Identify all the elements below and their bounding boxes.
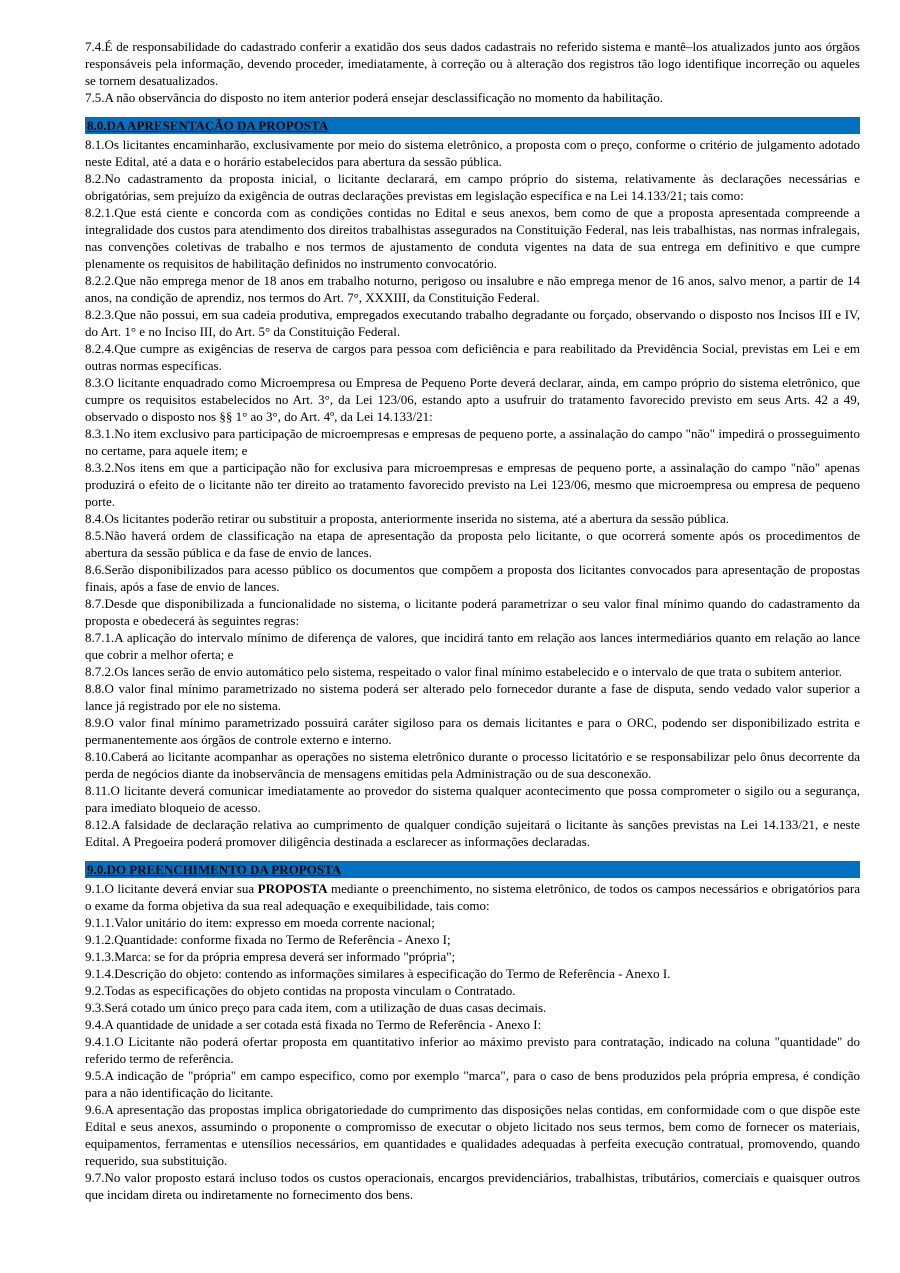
clause-8-1: 8.1.Os licitantes encaminharão, exclusivamente por meio do sistema eletrônico, a proposta com o preço, conforme o critério de julgamento adotado neste Edital, até a data e o horário estabelecidos para abertura da sessão pública. xyxy=(85,137,860,169)
clause-8-2: 8.2.No cadastramento da proposta inicial, o licitante declarará, em campo próprio do sistema, relativamente às declarações necessárias e obrigatórias, sem prejuízo da exigência de outras declarações previstas em legislação específica e na Lei 14.133/21; tais como: xyxy=(85,171,860,203)
clause-8-5: 8.5.Não haverá ordem de classificação na etapa de apresentação da proposta pelo licitante, o que ocorrerá somente após os procedimentos de abertura da sessão pública e da fase de envio de lances. xyxy=(85,528,860,560)
clause-9-1-4: 9.1.4.Descrição do objeto: contendo as informações similares à especificação do Termo de Referência - Anexo I. xyxy=(85,966,671,981)
clause-7-5: 7.5.A não observância do disposto no item anterior poderá ensejar desclassificação no momento da habilitação. xyxy=(85,90,663,105)
clause-8-11: 8.11.O licitante deverá comunicar imediatamente ao provedor do sistema qualquer acontecimento que possa comprometer o sigilo ou a segurança, para imediato bloqueio de acesso. xyxy=(85,783,860,815)
clause-8-2-4: 8.2.4.Que cumpre as exigências de reserva de cargos para pessoa com deficiência e para reabilitado da Previdência Social, previstas em Lei e em outras normas específicas. xyxy=(85,341,860,373)
clause-8-7-2: 8.7.2.Os lances serão de envio automático pelo sistema, respeitado o valor final mínimo estabelecido e o intervalo de que trata o subitem anterior. xyxy=(85,664,843,679)
section-heading-9-0: 9.0.DO PREENCHIMENTO DA PROPOSTA xyxy=(85,861,860,878)
clause-8-10: 8.10.Caberá ao licitante acompanhar as operações no sistema eletrônico durante o processo licitatório e se responsabilizar pelo ônus decorrente da perda de negócios diante da inobservância de mensagens emitidas pela Administração ou de sua desconexão. xyxy=(85,749,860,781)
document-body xyxy=(85,38,860,1203)
clause-9-1-bold-word: PROPOSTA xyxy=(257,881,328,896)
clause-8-8: 8.8.O valor final mínimo parametrizado no sistema poderá ser alterado pelo fornecedor durante a fase de disputa, sendo vedado valor superior a lance já registrado por ele no sistema. xyxy=(85,681,860,713)
clause-8-2-1: 8.2.1.Que está ciente e concorda com as condições contidas no Edital e seus anexos, bem como de que a proposta apresentada compreende a integralidade dos custos para atendimento dos direitos trabalhistas assegurados na Constituição Federal, nas leis trabalhistas, nas normas infralegais, nas convenções coletivas de trabalho e nos termos de ajustamento de conduta vigentes na data de sua entrega em definitivo e que cumpre plenamente os requisitos de habilitação definidos no instrumento convocatório. xyxy=(85,205,860,271)
clause-8-6: 8.6.Serão disponibilizados para acesso público os documentos que compõem a proposta dos licitantes convocados para apresentação de propostas finais, após a fase de envio de lances. xyxy=(85,562,860,594)
clause-8-7: 8.7.Desde que disponibilizada a funcionalidade no sistema, o licitante poderá parametrizar o seu valor final mínimo quando do cadastramento da proposta e obedecerá às seguintes regras: xyxy=(85,596,860,628)
clause-8-4: 8.4.Os licitantes poderão retirar ou substituir a proposta, anteriormente inserida no sistema, até a abertura da sessão pública. xyxy=(85,511,730,526)
section-heading-8-0: 8.0.DA APRESENTAÇÃO DA PROPOSTA xyxy=(85,117,860,134)
clause-8-12: 8.12.A falsidade de declaração relativa ao cumprimento de qualquer condição sujeitará o licitante às sanções previstas na Lei 14.133/21, e neste Edital. A Pregoeira poderá promover diligência destinada a esclarecer as informações declaradas. xyxy=(85,817,860,849)
clause-8-3-1: 8.3.1.No item exclusivo para participação de microempresas e empresas de pequeno porte, a assinalação do campo "não" impedirá o prosseguimento no certame, para aquele item; e xyxy=(85,426,860,458)
clause-9-1-3: 9.1.3.Marca: se for da própria empresa deverá ser informado "própria"; xyxy=(85,949,456,964)
clause-9-6: 9.6.A apresentação das propostas implica obrigatoriedade do cumprimento das disposições nelas contidas, em conformidade com o que dispõe este Edital e seus anexos, assumindo o proponente o compromisso de executar o objeto licitado nos seus termos, bem como de fornecer os materiais, equipamentos, ferramentas e utensílios necessários, em quantidades e qualidades adequadas à perfeita execução contratual, promovendo, quando requerido, sua substituição. xyxy=(85,1102,860,1168)
clause-7-4: 7.4.É de responsabilidade do cadastrado conferir a exatidão dos seus dados cadastrais no referido sistema e mantê–los atualizados junto aos órgãos responsáveis pela informação, devendo proceder, imediatamente, à correção ou à alteração dos registros tão logo identifique incorreção ou aqueles se tornem desatualizados. xyxy=(85,39,860,88)
clause-9-4-1: 9.4.1.O Licitante não poderá ofertar proposta em quantitativo inferior ao máximo previsto para contratação, indicado na coluna "quantidade" do referido termo de referência. xyxy=(85,1034,860,1066)
clause-8-3: 8.3.O licitante enquadrado como Microempresa ou Empresa de Pequeno Porte deverá declarar, ainda, em campo próprio do sistema eletrônico, que cumpre os requisitos estabelecidos no Art. 3°, da Lei 123/06, estando apto a usufruir do tratamento favorecido previsto em seus Arts. 42 a 49, observado o disposto nos §§ 1° ao 3°, do Art. 4º, da Lei 14.133/21: xyxy=(85,375,860,424)
clause-8-3-2: 8.3.2.Nos itens em que a participação não for exclusiva para microempresas e empresas de pequeno porte, a assinalação do campo "não" apenas produzirá o efeito de o licitante não ter direito ao tratamento favorecido previsto na Lei 123/06, mesmo que microempresa ou empresa de pequeno porte. xyxy=(85,460,860,509)
clause-9-1-2: 9.1.2.Quantidade: conforme fixada no Termo de Referência - Anexo I; xyxy=(85,932,451,947)
clause-8-7-1: 8.7.1.A aplicação do intervalo mínimo de diferença de valores, que incidirá tanto em relação aos lances intermediários quanto em relação ao lance que cobrir a melhor oferta; e xyxy=(85,630,860,662)
clause-9-2: 9.2.Todas as especificações do objeto contidas na proposta vinculam o Contratado. xyxy=(85,983,516,998)
clause-8-2-3: 8.2.3.Que não possui, em sua cadeia produtiva, empregados executando trabalho degradante ou forçado, observando o disposto nos Incisos III e IV, do Art. 1° e no Inciso III, do Art. 5° da Constituição Federal. xyxy=(85,307,860,339)
clause-9-1-text-post: mediante o preenchimento, no sistema eletrônico, de todos os campos necessários e obrigatórios para o exame da forma objetiva da sua real adequação e exequibilidade, tais como: xyxy=(85,881,860,913)
clause-9-1 xyxy=(85,880,860,914)
clause-8-2-2: 8.2.2.Que não emprega menor de 18 anos em trabalho noturno, perigoso ou insalubre e não emprega menor de 16 anos, salvo menor, a partir de 14 anos, na condição de aprendiz, nos termos do Art. 7°, XXXIII, da Constituição Federal. xyxy=(85,273,860,305)
clause-9-4: 9.4.A quantidade de unidade a ser cotada está fixada no Termo de Referência - Anexo I: xyxy=(85,1017,542,1032)
clause-9-3: 9.3.Será cotado um único preço para cada item, com a utilização de duas casas decimais. xyxy=(85,1000,547,1015)
clause-9-1-1: 9.1.1.Valor unitário do item: expresso em moeda corrente nacional; xyxy=(85,915,435,930)
clause-9-7: 9.7.No valor proposto estará incluso todos os custos operacionais, encargos previdenciários, trabalhistas, tributários, comerciais e quaisquer outros que incidam direta ou indiretamente no fornecimento dos bens. xyxy=(85,1170,860,1202)
clause-9-1-text-pre: 9.1.O licitante deverá enviar sua xyxy=(85,881,258,896)
clause-8-9: 8.9.O valor final mínimo parametrizado possuirá caráter sigiloso para os demais licitantes e para o ORC, podendo ser disponibilizado estrita e permanentemente aos órgãos de controle externo e interno. xyxy=(85,715,860,747)
clause-9-5: 9.5.A indicação de "própria" em campo especifico, como por exemplo "marca", para o caso de bens produzidos pela própria empresa, é condição para a não identificação do licitante. xyxy=(85,1068,860,1100)
